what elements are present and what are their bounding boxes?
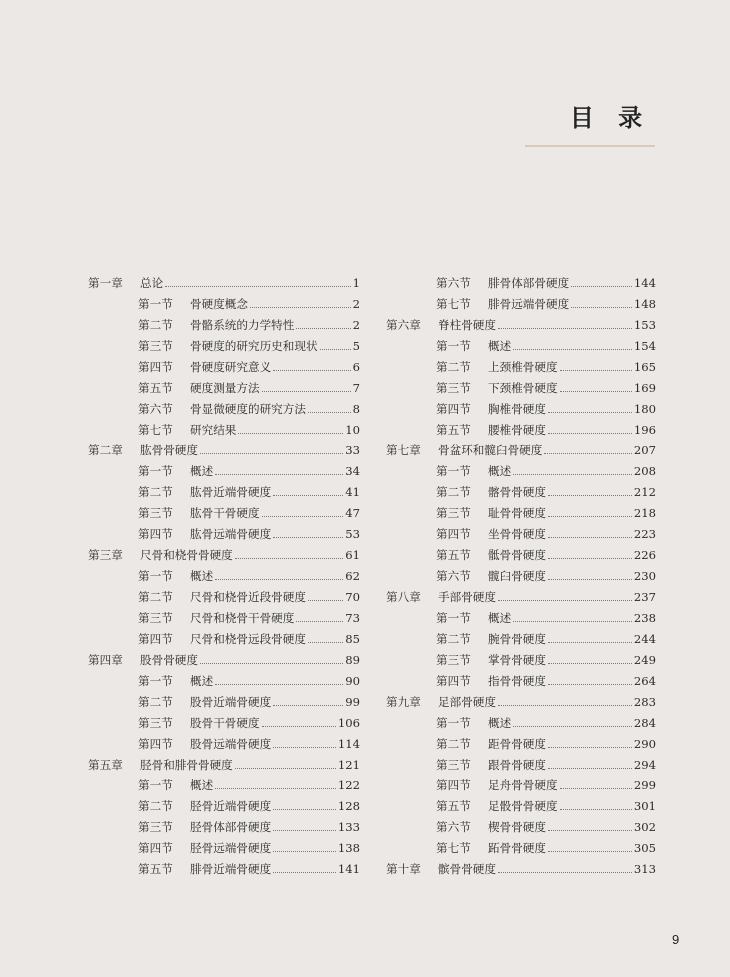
dot-leader [513, 726, 632, 727]
entry-title: 骶骨骨硬度 [488, 548, 546, 563]
entry-number: 第三节 [138, 715, 173, 730]
entry-title: 足骰骨骨硬度 [488, 799, 558, 814]
entry-title: 尺骨和桡骨远段骨硬度 [190, 631, 306, 646]
toc-section-entry [386, 499, 656, 520]
dot-leader [238, 433, 343, 434]
dot-leader [273, 537, 343, 538]
dot-leader [571, 307, 632, 308]
entry-page-number: 99 [345, 694, 360, 709]
entry-page-number: 290 [633, 736, 656, 751]
entry-number: 第一章 [88, 275, 123, 290]
entry-page-number: 154 [633, 338, 656, 353]
toc-section-entry [88, 813, 360, 834]
toc-section-entry [88, 395, 360, 416]
entry-page-number: 133 [337, 820, 360, 835]
entry-page-number: 294 [633, 757, 656, 772]
entry-page-number: 237 [633, 590, 656, 604]
entry-title: 耻骨骨硬度 [488, 506, 546, 521]
toc-chapter-entry [386, 583, 656, 604]
entry-page-number: 169 [633, 380, 656, 395]
toc-section-entry [88, 311, 360, 332]
entry-number: 第六节 [436, 275, 471, 290]
entry-title: 掌骨骨硬度 [488, 652, 546, 667]
entry-page-number: 62 [345, 569, 360, 584]
entry-number: 第二节 [138, 485, 173, 500]
entry-title: 股骨远端骨硬度 [190, 736, 272, 751]
entry-page-number: 89 [345, 652, 360, 667]
dot-leader [215, 788, 336, 789]
entry-page-number: 34 [345, 464, 360, 479]
dot-leader [296, 621, 343, 622]
toc-section-entry [386, 751, 656, 772]
entry-page-number: 114 [337, 736, 360, 751]
entry-number: 第四节 [138, 736, 173, 751]
toc-section-entry [386, 646, 656, 667]
entry-number: 第二节 [436, 485, 471, 500]
dot-leader [548, 642, 632, 643]
entry-title: 总论 [140, 275, 164, 290]
dot-leader [235, 558, 343, 559]
dot-leader [548, 433, 632, 434]
toc-section-entry [386, 562, 656, 583]
entry-page-number: 148 [633, 296, 656, 311]
entry-title: 概述 [190, 673, 214, 688]
entry-number: 第三节 [138, 506, 173, 521]
dot-leader [548, 579, 632, 580]
dot-leader [560, 788, 632, 789]
entry-title: 概述 [488, 464, 512, 479]
entry-number: 第三节 [436, 380, 471, 395]
toc-section-entry [386, 478, 656, 499]
entry-title: 概述 [488, 715, 512, 730]
toc-chapter-entry [386, 855, 656, 876]
entry-page-number: 106 [337, 715, 360, 730]
dot-leader [215, 474, 343, 475]
toc-section-entry [386, 730, 656, 751]
entry-page-number: 301 [633, 799, 656, 814]
entry-page-number: 1 [352, 275, 360, 290]
dot-leader [165, 286, 350, 287]
entry-page-number: 207 [633, 443, 656, 458]
toc-chapter-entry [386, 311, 656, 332]
entry-page-number: 73 [345, 610, 360, 625]
dot-leader [548, 684, 632, 685]
entry-number: 第三节 [138, 610, 173, 625]
entry-title: 尺骨和桡骨近段骨硬度 [190, 590, 306, 604]
toc-chapter-entry [88, 751, 360, 772]
entry-number: 第五节 [138, 380, 173, 395]
entry-title: 跖骨骨硬度 [488, 841, 546, 856]
toc-section-entry [88, 374, 360, 395]
toc-section-entry [386, 332, 656, 353]
toc-chapter-entry [88, 437, 360, 458]
entry-page-number: 5 [352, 338, 360, 353]
entry-page-number: 121 [337, 757, 360, 772]
entry-title: 骨骼系统的力学特性 [190, 317, 295, 332]
dot-leader [273, 705, 343, 706]
toc-chapter-entry [88, 646, 360, 667]
entry-title: 肱骨远端骨硬度 [190, 527, 272, 542]
entry-title: 肱骨干骨硬度 [190, 506, 260, 521]
dot-leader [308, 412, 351, 413]
toc-section-entry [386, 625, 656, 646]
toc-chapter-entry [88, 541, 360, 562]
entry-page-number: 47 [345, 506, 360, 521]
entry-number: 第一节 [138, 778, 173, 793]
entry-number: 第三节 [436, 652, 471, 667]
entry-number: 第一节 [436, 338, 471, 353]
dot-leader [560, 370, 632, 371]
entry-number: 第二节 [138, 317, 173, 332]
entry-page-number: 305 [633, 841, 656, 856]
dot-leader [215, 579, 343, 580]
entry-page-number: 284 [633, 715, 656, 730]
toc-section-entry [386, 269, 656, 290]
entry-number: 第一节 [138, 569, 173, 584]
toc-chapter-entry [386, 688, 656, 709]
entry-title: 脊柱骨硬度 [438, 317, 496, 332]
entry-title: 尺骨和桡骨骨硬度 [140, 548, 233, 563]
dot-leader [262, 726, 336, 727]
entry-number: 第九章 [386, 694, 421, 709]
dot-leader [548, 768, 632, 769]
toc-chapter-entry [88, 269, 360, 290]
entry-title: 髋臼骨硬度 [488, 569, 546, 584]
entry-number: 第二节 [138, 694, 173, 709]
dot-leader [498, 600, 632, 601]
entry-number: 第四节 [436, 778, 471, 793]
entry-title: 胸椎骨硬度 [488, 401, 546, 416]
entry-title: 股骨近端骨硬度 [190, 694, 272, 709]
toc-section-entry [88, 457, 360, 478]
entry-number: 第七节 [436, 296, 471, 311]
entry-number: 第二节 [138, 799, 173, 814]
dot-leader [262, 516, 344, 517]
dot-leader [235, 768, 336, 769]
entry-page-number: 153 [633, 317, 656, 332]
entry-number: 第四节 [138, 841, 173, 856]
entry-page-number: 218 [633, 506, 656, 521]
toc-section-entry [88, 520, 360, 541]
dot-leader [296, 328, 350, 329]
entry-page-number: 212 [633, 485, 656, 500]
dot-leader [544, 453, 632, 454]
entry-page-number: 230 [633, 569, 656, 584]
dot-leader [571, 286, 632, 287]
dot-leader [548, 558, 632, 559]
toc-section-entry [88, 834, 360, 855]
toc-section-entry [386, 709, 656, 730]
entry-title: 髌骨骨硬度 [438, 862, 496, 877]
entry-page-number: 196 [633, 422, 656, 437]
entry-number: 第八章 [386, 590, 421, 604]
entry-page-number: 138 [337, 841, 360, 856]
entry-title: 下颈椎骨硬度 [488, 380, 558, 395]
entry-number: 第三章 [88, 548, 123, 563]
entry-page-number: 313 [633, 862, 656, 877]
dot-leader [273, 370, 350, 371]
entry-number: 第一节 [436, 715, 471, 730]
toc-section-entry [88, 290, 360, 311]
entry-title: 硬度测量方法 [190, 380, 260, 395]
entry-title: 概述 [488, 338, 512, 353]
entry-title: 指骨骨硬度 [488, 673, 546, 688]
entry-title: 腓骨远端骨硬度 [488, 296, 570, 311]
dot-leader [273, 872, 336, 873]
entry-page-number: 10 [345, 422, 360, 437]
entry-title: 腓骨近端骨硬度 [190, 862, 272, 877]
entry-number: 第一节 [436, 610, 471, 625]
entry-page-number: 90 [345, 673, 360, 688]
entry-page-number: 128 [337, 799, 360, 814]
entry-title: 足部骨硬度 [438, 694, 496, 709]
entry-title: 足舟骨骨硬度 [488, 778, 558, 793]
entry-number: 第一节 [138, 464, 173, 479]
dot-leader [200, 453, 343, 454]
dot-leader [513, 474, 632, 475]
entry-title: 概述 [190, 569, 214, 584]
toc-section-entry [88, 730, 360, 751]
dot-leader [513, 621, 632, 622]
toc-section-entry [386, 374, 656, 395]
entry-number: 第四节 [436, 527, 471, 542]
entry-number: 第二章 [88, 443, 123, 458]
entry-number: 第四节 [436, 401, 471, 416]
toc-section-entry [386, 834, 656, 855]
toc-section-entry [88, 792, 360, 813]
dot-leader [548, 851, 632, 852]
toc-section-entry [88, 855, 360, 876]
entry-number: 第六节 [138, 401, 173, 416]
toc-section-entry [88, 604, 360, 625]
entry-title: 肱骨近端骨硬度 [190, 485, 272, 500]
entry-title: 骨盆环和髋臼骨硬度 [438, 443, 543, 458]
toc-section-entry [386, 395, 656, 416]
entry-number: 第四节 [138, 359, 173, 374]
entry-number: 第六节 [436, 569, 471, 584]
entry-title: 骨硬度研究意义 [190, 359, 272, 374]
toc-section-entry [386, 541, 656, 562]
toc-section-entry [386, 457, 656, 478]
dot-leader [273, 747, 336, 748]
entry-title: 距骨骨硬度 [488, 736, 546, 751]
toc-section-entry [386, 667, 656, 688]
entry-page-number: 223 [633, 527, 656, 542]
entry-page-number: 8 [352, 401, 360, 416]
entry-number: 第七章 [386, 443, 421, 458]
entry-title: 胫骨远端骨硬度 [190, 841, 272, 856]
toc-section-entry [88, 332, 360, 353]
entry-page-number: 144 [633, 275, 656, 290]
dot-leader [498, 872, 632, 873]
entry-title: 上颈椎骨硬度 [488, 359, 558, 374]
dot-leader [498, 328, 632, 329]
entry-page-number: 208 [633, 464, 656, 479]
toc-left-column [88, 269, 360, 876]
entry-title: 研究结果 [190, 422, 237, 437]
entry-number: 第五节 [138, 862, 173, 877]
dot-leader [560, 809, 632, 810]
entry-number: 第十章 [386, 862, 421, 877]
entry-number: 第三节 [138, 820, 173, 835]
dot-leader [560, 391, 632, 392]
entry-number: 第五节 [436, 548, 471, 563]
entry-title: 股骨骨硬度 [140, 652, 198, 667]
entry-page-number: 6 [352, 359, 360, 374]
heading-underline [525, 145, 655, 147]
toc-section-entry [88, 583, 360, 604]
entry-title: 腓骨体部骨硬度 [488, 275, 570, 290]
dot-leader [273, 809, 336, 810]
dot-leader [273, 830, 336, 831]
toc-right-column [386, 269, 656, 876]
entry-number: 第四节 [138, 527, 173, 542]
entry-number: 第五节 [436, 799, 471, 814]
entry-number: 第一节 [138, 673, 173, 688]
entry-page-number: 264 [633, 673, 656, 688]
dot-leader [273, 851, 336, 852]
entry-title: 骨显微硬度的研究方法 [190, 401, 306, 416]
entry-number: 第一节 [436, 464, 471, 479]
entry-number: 第三节 [436, 757, 471, 772]
entry-page-number: 249 [633, 652, 656, 667]
entry-title: 肱骨骨硬度 [140, 443, 198, 458]
entry-title: 尺骨和桡骨干骨硬度 [190, 610, 295, 625]
entry-number: 第七节 [436, 841, 471, 856]
entry-title: 骨硬度概念 [190, 296, 248, 311]
toc-section-entry [88, 478, 360, 499]
toc-section-entry [88, 688, 360, 709]
dot-leader [548, 516, 632, 517]
entry-page-number: 180 [633, 401, 656, 416]
entry-title: 腕骨骨硬度 [488, 631, 546, 646]
dot-leader [513, 349, 632, 350]
entry-number: 第七节 [138, 422, 173, 437]
toc-section-entry [386, 772, 656, 793]
entry-title: 股骨干骨硬度 [190, 715, 260, 730]
entry-number: 第四章 [88, 652, 123, 667]
dot-leader [548, 830, 632, 831]
dot-leader [215, 684, 343, 685]
entry-page-number: 244 [633, 631, 656, 646]
entry-page-number: 122 [337, 778, 360, 793]
entry-title: 胫骨和腓骨骨硬度 [140, 757, 233, 772]
dot-leader [548, 495, 632, 496]
entry-number: 第二节 [138, 590, 173, 604]
dot-leader [200, 663, 343, 664]
entry-title: 楔骨骨硬度 [488, 820, 546, 835]
page-number: 9 [672, 932, 680, 947]
dot-leader [262, 391, 351, 392]
dot-leader [308, 600, 343, 601]
entry-number: 第五节 [436, 422, 471, 437]
toc-chapter-entry [386, 437, 656, 458]
toc-section-entry [386, 792, 656, 813]
entry-page-number: 7 [352, 380, 360, 395]
entry-title: 胫骨体部骨硬度 [190, 820, 272, 835]
entry-number: 第三节 [436, 506, 471, 521]
dot-leader [548, 747, 632, 748]
dot-leader [498, 705, 632, 706]
entry-page-number: 283 [633, 694, 656, 709]
entry-title: 胫骨近端骨硬度 [190, 799, 272, 814]
entry-number: 第四节 [138, 631, 173, 646]
entry-page-number: 85 [345, 631, 360, 646]
dot-leader [250, 307, 351, 308]
entry-number: 第六章 [386, 317, 421, 332]
entry-page-number: 302 [633, 820, 656, 835]
toc-section-entry [386, 290, 656, 311]
toc-section-entry [386, 520, 656, 541]
entry-number: 第三节 [138, 338, 173, 353]
toc-heading: 目 录 [569, 103, 651, 132]
entry-title: 骨硬度的研究历史和现状 [190, 338, 318, 353]
entry-number: 第一节 [138, 296, 173, 311]
toc-section-entry [88, 353, 360, 374]
toc-section-entry [88, 416, 360, 437]
entry-page-number: 2 [352, 317, 360, 332]
entry-title: 跟骨骨硬度 [488, 757, 546, 772]
entry-title: 概述 [190, 464, 214, 479]
entry-title: 髂骨骨硬度 [488, 485, 546, 500]
entry-title: 概述 [488, 610, 512, 625]
toc-section-entry [88, 625, 360, 646]
entry-page-number: 70 [345, 590, 360, 604]
toc-section-entry [88, 772, 360, 793]
entry-number: 第二节 [436, 631, 471, 646]
toc-section-entry [386, 604, 656, 625]
entry-number: 第二节 [436, 359, 471, 374]
entry-number: 第六节 [436, 820, 471, 835]
dot-leader [308, 642, 343, 643]
toc-section-entry [88, 499, 360, 520]
dot-leader [320, 349, 351, 350]
entry-number: 第五章 [88, 757, 123, 772]
dot-leader [548, 663, 632, 664]
entry-number: 第四节 [436, 673, 471, 688]
toc-section-entry [386, 813, 656, 834]
toc-section-entry [88, 562, 360, 583]
toc-section-entry [88, 709, 360, 730]
entry-title: 概述 [190, 778, 214, 793]
entry-page-number: 53 [345, 527, 360, 542]
dot-leader [548, 412, 632, 413]
toc-section-entry [88, 667, 360, 688]
entry-title: 坐骨骨硬度 [488, 527, 546, 542]
entry-page-number: 41 [345, 485, 360, 500]
entry-page-number: 33 [345, 443, 360, 458]
toc-section-entry [386, 416, 656, 437]
dot-leader [273, 495, 343, 496]
entry-title: 腰椎骨硬度 [488, 422, 546, 437]
entry-page-number: 141 [337, 862, 360, 877]
entry-number: 第二节 [436, 736, 471, 751]
entry-title: 手部骨硬度 [438, 590, 496, 604]
entry-page-number: 238 [633, 610, 656, 625]
dot-leader [548, 537, 632, 538]
entry-page-number: 299 [633, 778, 656, 793]
entry-page-number: 226 [633, 548, 656, 563]
entry-page-number: 61 [345, 548, 360, 563]
entry-page-number: 165 [633, 359, 656, 374]
entry-page-number: 2 [352, 296, 360, 311]
toc-section-entry [386, 353, 656, 374]
